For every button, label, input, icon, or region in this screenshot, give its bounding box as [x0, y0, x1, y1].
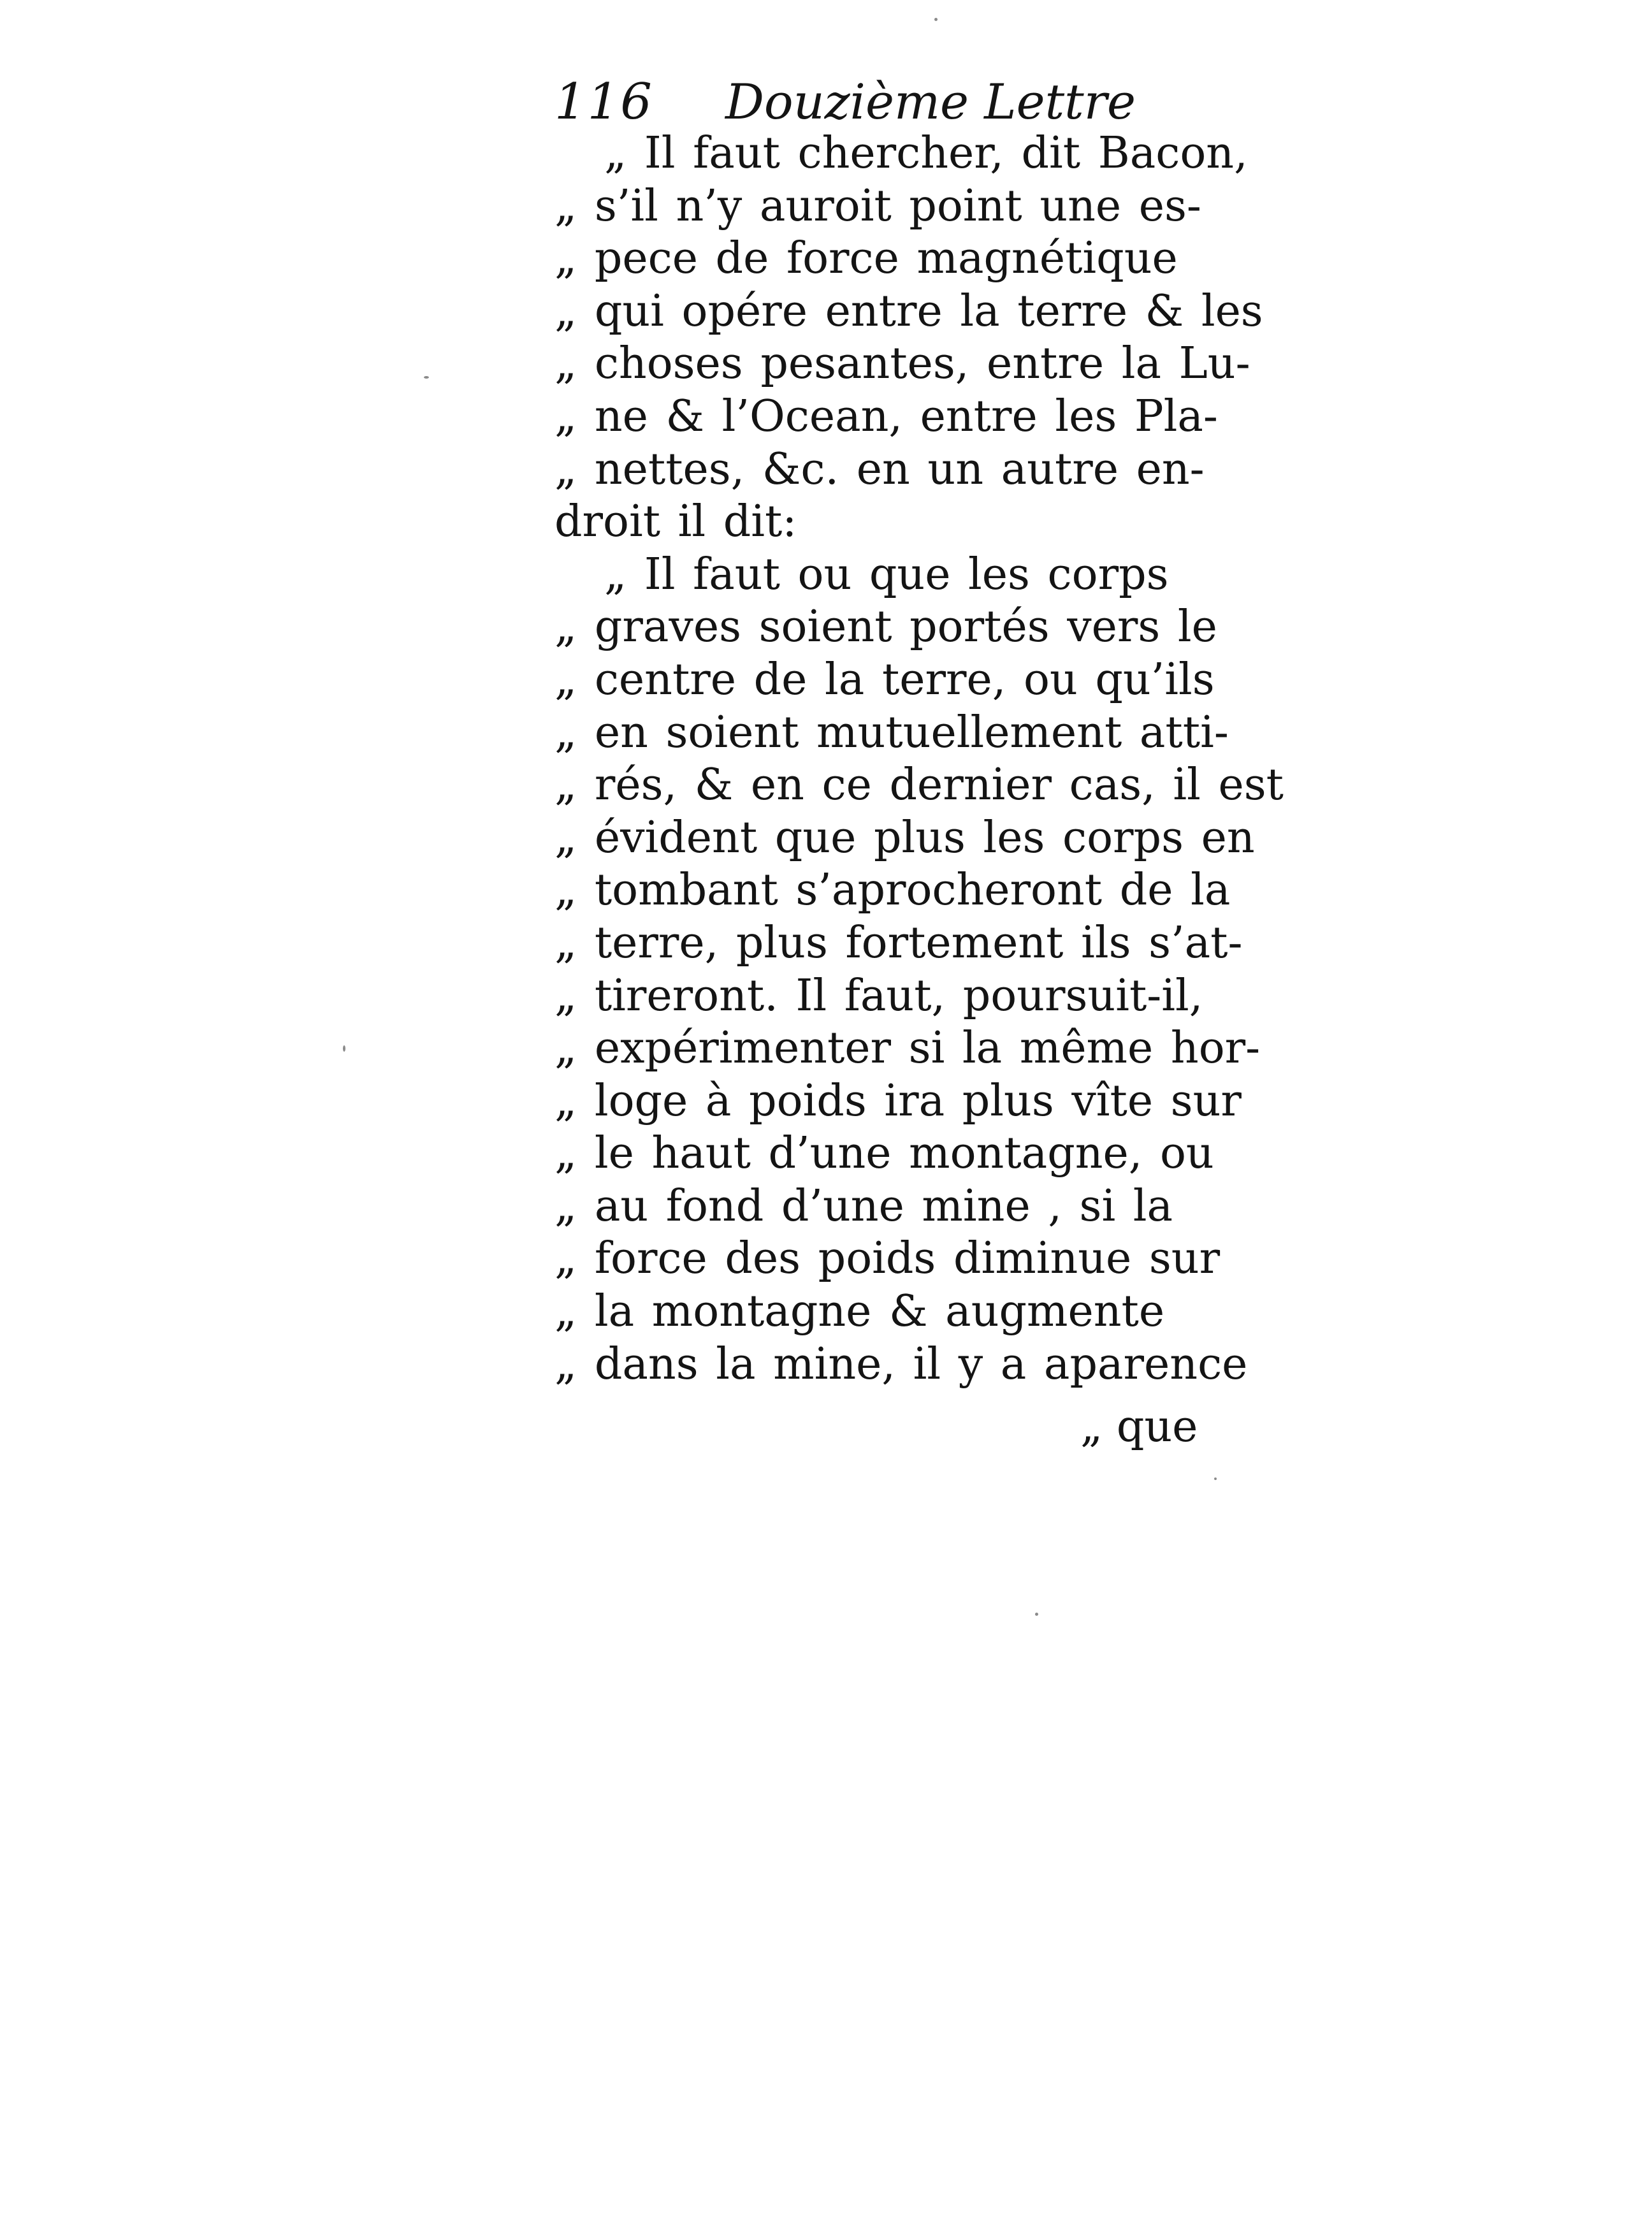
text-line: „ au fond d’une mine , si la	[554, 1180, 1173, 1231]
text-line: „ Il faut chercher, dit Bacon,	[604, 128, 1248, 178]
text-line: „ qui opére entre la terre & les	[554, 286, 1263, 337]
text-line: „ force des poids diminue sur	[554, 1233, 1221, 1284]
text-line: „ pece de force magnétique	[554, 233, 1178, 284]
text-line: „ ne & l’Ocean, entre les Pla-	[554, 391, 1218, 442]
text-line: „ dans la mine, il y a aparence	[554, 1339, 1248, 1390]
scan-speck	[1214, 1477, 1217, 1480]
text-line: „ le haut d’une montagne, ou	[554, 1128, 1214, 1179]
catchword: „ que	[1080, 1402, 1198, 1452]
text-line: „ expérimenter si la même hor-	[554, 1023, 1261, 1074]
running-title: Douzième Lettre	[725, 73, 1136, 130]
page-number: 116	[554, 73, 653, 131]
scan-speck	[934, 18, 938, 21]
text-line: „ Il faut ou que les corps	[604, 549, 1169, 600]
body-text	[554, 127, 1284, 1391]
text-line: droit il dit:	[554, 497, 797, 548]
text-line: „ graves soient portés vers le	[554, 602, 1217, 653]
text-line: „ centre de la terre, ou qu’ils	[554, 654, 1215, 705]
text-line: „ en soient mutuellement atti-	[554, 707, 1229, 758]
text-line: „ terre, plus fortement ils s’at-	[554, 917, 1243, 968]
text-line: „ nettes, &c. en un autre en-	[554, 444, 1205, 495]
scan-speck	[343, 1045, 345, 1052]
text-line: „ tombant s’aprocheront de la	[554, 865, 1231, 916]
scan-speck	[1035, 1613, 1038, 1616]
text-line: „ loge à poids ira plus vîte sur	[554, 1075, 1242, 1126]
text-line: „ rés, & en ce dernier cas, il est	[554, 760, 1284, 811]
text-line: „ évident que plus les corps en	[554, 812, 1255, 863]
text-line: „ choses pesantes, entre la Lu-	[554, 338, 1250, 389]
text-line: „ tireront. Il faut, poursuit-il,	[554, 970, 1203, 1021]
text-line: „ s’il n’y auroit point une es-	[554, 180, 1201, 231]
text-line: „ la montagne & augmente	[554, 1286, 1165, 1337]
scan-speck	[424, 376, 429, 379]
